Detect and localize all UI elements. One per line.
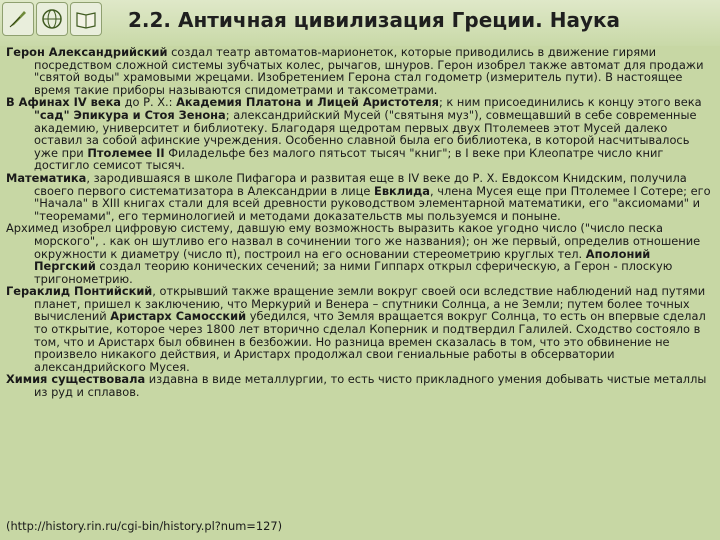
- text-run: , члена Мусея еще при Птолемее I Сотере; его "Начала" в XIII книгах стали для всей древности руководством элементарной математики, его "аксиомами" и "теоремами", его терминологией и методами доказательств мы пользуемся и поныне.: [34, 183, 711, 223]
- text-run: ; александрийский Мусей ("святыня муз"), совмещавший в себе современные академию, университет и библиотеку. Благодаря щедротам первых двух Птолемеев этот Мусей далеко оставил за собой афинские учреждения. Особенно славной была его библиотека, в которой насчитывалось уже при: [34, 107, 697, 160]
- text-run: , открывший также вращение земли вокруг своей оси вследствие наблюдений над путями планет, пришел к заключению, что Меркурий и Венера – спутники Солнца, а не Земли; путем более точных вычислений: [34, 284, 706, 324]
- text-run: Архимед изобрел цифровую систему, давшую ему возможность выразить какое угодно число ("число песка морского", . как он шутливо его назвал в сочинении того же названия); он же первый, определив отношение окружности к диаметру (число π), построил на его основании стереометрию круглых тел.: [6, 221, 701, 261]
- bold-term: "сад" Эпикура и Стоя Зенона: [34, 107, 226, 122]
- bold-term: Аристарх Самосский: [110, 309, 247, 324]
- paragraph: [6, 285, 714, 373]
- text-run: издавна в виде металлургии, то есть чисто прикладного умения добывать чистые металлы из руд и сплавов.: [34, 372, 707, 400]
- paragraph: [6, 222, 714, 285]
- paragraph: [6, 172, 714, 222]
- text-body: [6, 46, 714, 399]
- globe-icon: [36, 2, 68, 36]
- text-run: до Р. Х.:: [121, 95, 177, 110]
- source-link[interactable]: (http://history.rin.ru/cgi-bin/history.pl?num=127): [6, 519, 283, 533]
- bold-term: Академия Платона и Лицей Аристотеля: [176, 95, 439, 110]
- bold-term: Герон Александрийский: [6, 45, 168, 59]
- paragraph: [6, 46, 714, 96]
- bold-term: Аполоний Пергский: [34, 246, 651, 274]
- slide-header: [0, 0, 720, 46]
- text-run: создал театр автоматов-марионеток, которые приводились в движение гирями посредством сложной системы зубчатых колес, рычагов, шнуров. Герон изобрел также автомат для продажи "святой воды" храмовыми жрецами. Изобретением Герона стал годометр (измеритель пути). В настоящее время такие приборы называются спидометрами и таксометрами.: [34, 45, 704, 97]
- page-title: 2.2. Античная цивилизация Греции. Наука: [128, 8, 621, 32]
- paragraph: [6, 96, 714, 172]
- bold-term: Птолемее II: [87, 145, 165, 160]
- paragraph: [6, 373, 714, 398]
- text-run: создал теорию конических сечений; за ними Гиппарх открыл сферическую, а Герон - плоскую тригонометрию.: [34, 259, 673, 286]
- text-run: убедился, что Земля вращается вокруг Солнца, то есть он впервые сделал то открытие, которое через 1800 лет вторично сделал Коперник и подтвердил Галилей. Сходство состояло в том, что и Аристарх был обвинен в безбожии. Но разница времен сказалась в том, что это обвинение не произвело никакого действия, и Аристарх продолжал свои гениальные работы в обсерватории александрийского Мусея.: [34, 309, 706, 374]
- text-run: , зародившаяся в школе Пифагора и развитая еще в IV веке до Р. Х. Евдоксом Книдским, получила своего первого систематизатора в Александрии в лице: [34, 170, 687, 198]
- text-run: ; к ним присоединились к концу этого века: [438, 95, 702, 110]
- text-run: Филадельфе без малого пятьсот тысяч "книг"; в I веке при Клеопатре число книг достигло семисот тысяч.: [34, 145, 664, 173]
- bold-term: Гераклид Понтийский: [6, 284, 153, 299]
- bold-term: В Афинах IV века: [6, 95, 121, 110]
- bold-term: Евклида: [374, 183, 430, 198]
- bold-term: Математика: [6, 170, 87, 185]
- bold-term: Химия существовала: [6, 372, 146, 387]
- header-logos: [2, 2, 102, 38]
- book-icon: [70, 2, 102, 36]
- feather-icon: [2, 2, 34, 36]
